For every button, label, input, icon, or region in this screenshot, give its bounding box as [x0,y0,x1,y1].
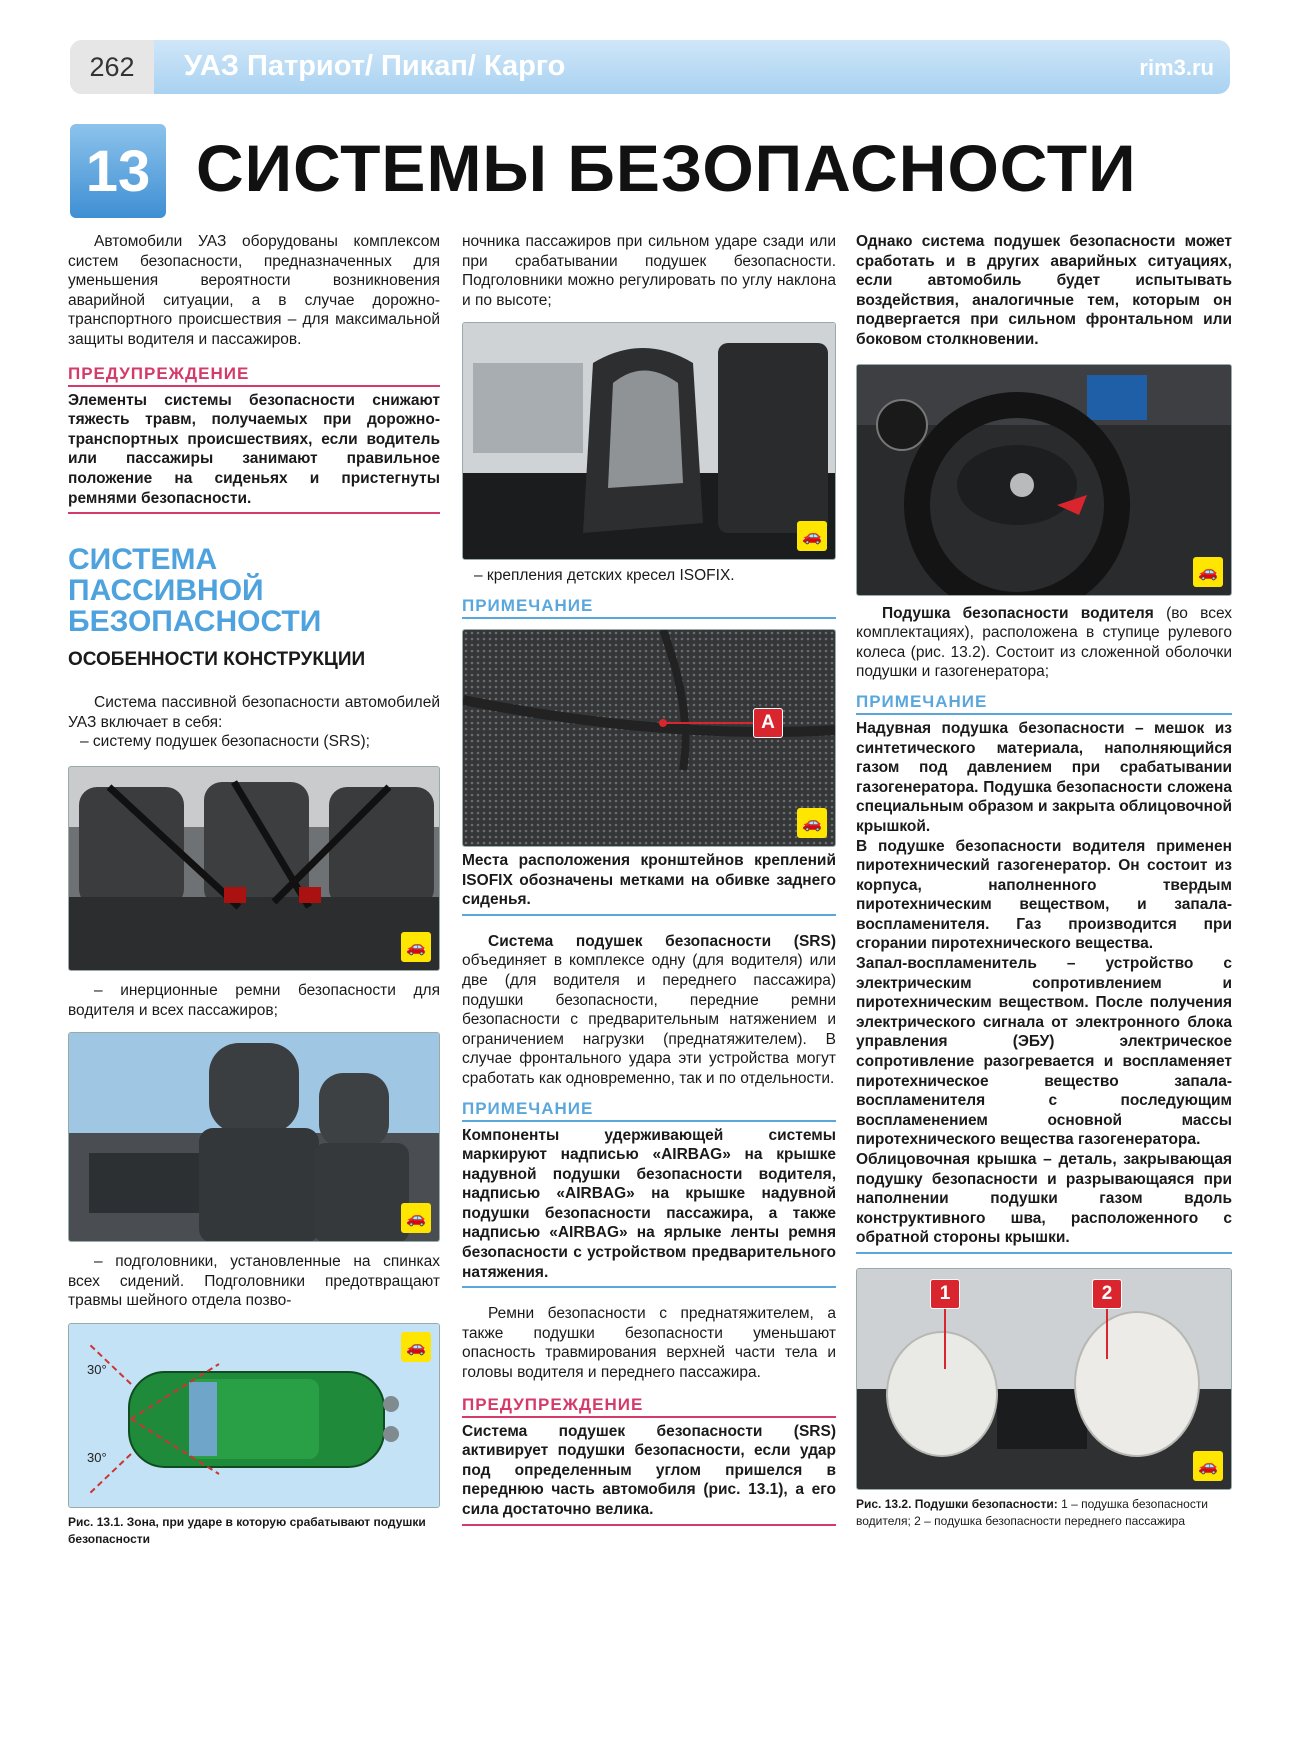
note-box-2 [462,1126,836,1289]
note-p1: Надувная подушка безопасности – мешок из синтетического материала, наполняющийся газом под давлением при срабатывании газогенератора. Подушка безопасности сложена специальным образом и закрыта облицовочной крышкой. [856,719,1232,835]
angle-label-top: 30° [87,1361,107,1377]
note-box [462,851,836,916]
note-p4: Облицовочная крышка – деталь, закрывающая подушку безопасности и разрывающаяся при наполнении подушки газом вдоль конструктивного шва, расположенного с обратной стороны крышки. [856,1151,1232,1247]
chapter-number: 13 [70,124,166,218]
subsection-title: ОСОБЕННОСТИ КОНСТРУКЦИИ [68,649,366,671]
car-icon: 🚗 [797,808,827,838]
figure-13-1-caption: Рис. 13.1. Зона, при ударе в которую срабатывают подушки безопасности [68,1514,426,1546]
headrest-continued: ночника пассажиров при сильном ударе сзади или при срабатывании подушек безопасности. Подголовники можно регулировать по углу наклона и по высоте; [462,233,836,309]
passive-safety-paragraph: Система пассивной безопасности автомобилей УАЗ включает в себя: [68,694,440,731]
driver-airbag-lead: Подушка безопасности водителя [882,604,1154,622]
marker-2: 2 [1092,1279,1122,1309]
column-1 [68,232,440,1548]
belts-paragraph: Ремни безопасности с преднатяжителем, а также подушки безопасности уменьшают опасность травмирования верхней части тела и головы водителя и переднего пассажира. [462,1305,836,1382]
angle-label-bottom: 30° [87,1449,107,1465]
airbags-photo [856,1268,1232,1490]
warning-text-2: Система подушек безопасности (SRS) активирует подушки безопасности, если удар под определенным углом пришелся в переднюю часть автомобиля (рис. 13.1), а его сила достаточно велика. [462,1422,836,1518]
car-icon: 🚗 [797,521,827,551]
note-label: ПРИМЕЧАНИЕ [462,596,836,619]
marker-a: A [753,708,783,738]
column-3 [856,232,1232,1530]
intro-paragraph: Автомобили УАЗ оборудованы комплексом систем безопасности, предназначенных для уменьшения вероятности возникновения аварийной ситуации, а в случае дорожно-транспортного происшествия – для максимальной защиты водителя и пассажиров. [68,233,440,348]
note-label-2: ПРИМЕЧАНИЕ [462,1099,836,1122]
note-box-3 [856,719,1232,1254]
marker-1: 1 [930,1279,960,1309]
page-number: 262 [70,40,154,94]
section-title: СИСТЕМА ПАССИВНОЙ БЕЗОПАСНОСТИ [68,543,322,639]
warning-box-2 [462,1422,836,1526]
headrests-photo [68,1032,440,1242]
driver-airbag-paragraph: Подушка безопасности водителя (во всех комплектациях), расположена в ступице рулевого колеса (рис. 13.2). Состоит из сложенной оболочки подушки и газогенератора; [856,604,1232,681]
note-text-2: Компоненты удерживающей системы маркируют надписью «AIRBAG» на крышке надувной подушки безопасности водителя, надписью «AIRBAG» на крышке надувной подушки безопасности пассажира, а также надписью «AIRBAG» на ярлыке ленты ремня безопасности с устройством предварительного натяжения. [462,1126,836,1281]
steering-wheel-photo [856,364,1232,596]
note-p2: В подушке безопасности водителя применен пиротехнический газогенератор. Он состоит из корпуса, наполненного твердым пиротехническим веществом, и запала-воспламенителя. Газ производится при сгорании пиротехнического вещества. [856,837,1232,953]
rear-seat-belts-photo [68,766,440,971]
list-item-srs: – систему подушек безопасности (SRS); [80,733,370,751]
warning-text: Элементы системы безопасности снижают тяжесть травм, получаемых при дорожно-транспортных происшествиях, если водитель или пассажиры занимают правильное положение на сиденьях и пристегнуты ремнями безопасности. [68,391,440,507]
car-icon: 🚗 [401,932,431,962]
car-icon: 🚗 [1193,557,1223,587]
car-icon: 🚗 [401,1203,431,1233]
child-seat-photo [462,322,836,560]
column-2 [462,232,836,1526]
chapter-title: СИСТЕМЫ БЕЗОПАСНОСТИ [196,131,1137,205]
note-text: Места расположения кронштейнов креплений ISOFIX обозначены метками на обивке заднего сиденья. [462,851,836,909]
car-icon: 🚗 [401,1332,431,1362]
isofix-marker-photo [462,629,836,847]
note-p3: Запал-воспламенитель – устройство с электрическим сопротивлением и пиротехническим веществом. После получения электрического сигнала от электронного блока управления (ЭБУ) электрическое сопротивление разогревается и воспламеняет пиротехническое вещество запала-воспламенителя с последующим воспламенением основной массы пиротехнического вещества газогенератора. [856,955,1232,1149]
figure-13-2-caption: Рис. 13.2. Подушки безопасности: 1 – подушка безопасности водителя; 2 – подушка безопасности переднего пассажира [856,1496,1209,1528]
srs-lead: Система подушек безопасности (SRS) [488,932,836,950]
note-label-3: ПРИМЕЧАНИЕ [856,692,1232,715]
caption-headrests: – подголовники, установленные на спинках всех сидений. Подголовники предотвращают травмы шейного отдела позво- [68,1253,440,1310]
warning-label: ПРЕДУПРЕЖДЕНИЕ [68,364,440,387]
impact-zone-diagram [68,1323,440,1508]
site-name: rim3.ru [1139,55,1214,80]
running-title: УАЗ Патриот/ Пикап/ Карго [184,50,566,82]
caption-belts: – инерционные ремни безопасности для водителя и всех пассажиров; [68,981,440,1019]
intro-bold: Однако система подушек безопасности может сработать и в других аварийных ситуациях, если автомобиль будет испытывать воздействия, аналогичные тем, которым он подвергается при сильном фронтальном или боковом столкновении. [856,233,1232,348]
caption-isofix: – крепления детских кресел ISOFIX. [474,567,735,585]
warning-label-2: ПРЕДУПРЕЖДЕНИЕ [462,1395,836,1418]
srs-paragraph: Система подушек безопасности (SRS) объединяет в комплексе одну (для водителя) или две (для водителя и переднего пассажира) подушки безопасности, передние ремни безопасности с предварительным натяжением и ограничением нагрузки (преднатяжителем). В случае фронтального удара эти устройства могут сработать как одновременно, так и по отдельности. [462,932,836,1087]
warning-box [68,391,440,515]
car-icon: 🚗 [1193,1451,1223,1481]
